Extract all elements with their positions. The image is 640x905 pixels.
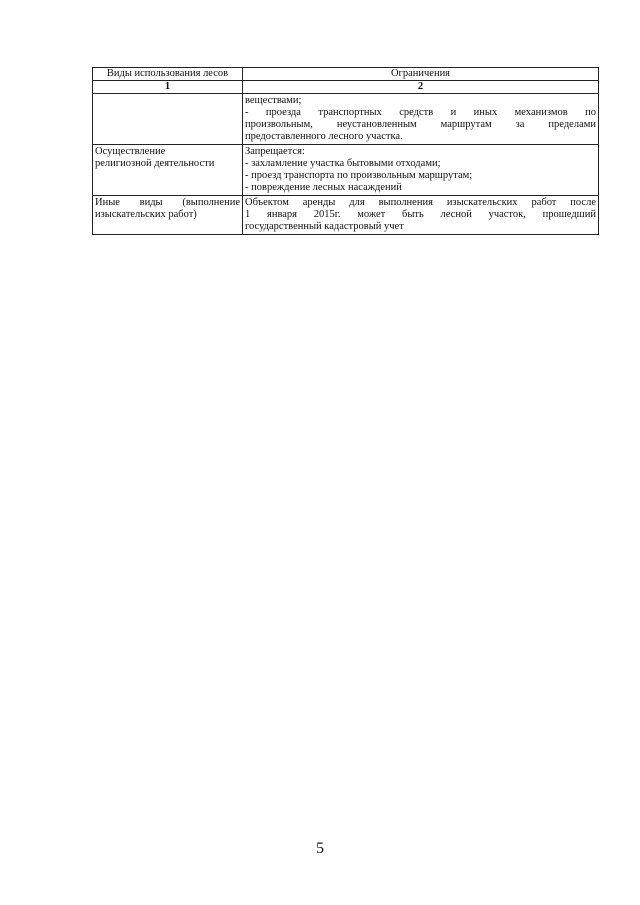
use-cell <box>93 94 243 145</box>
restrictions-cell <box>243 145 599 196</box>
text-line: Запрещается: <box>245 146 305 157</box>
header-forest-use: Виды использования лесов <box>93 68 243 81</box>
page-number: 5 <box>316 840 324 857</box>
text-line: - повреждение лесных насаждений <box>245 182 402 193</box>
column-number-row <box>93 81 599 94</box>
table-row <box>93 196 599 235</box>
text-line: государственный кадастровый учет <box>245 221 404 232</box>
text-line: религиозной деятельности <box>95 158 215 169</box>
table-row <box>93 94 599 145</box>
text-line: предоставленного лесного участка. <box>245 131 403 142</box>
text-line: произвольным, неустановленным маршрутам за пределами <box>245 119 596 130</box>
header-restrictions: Ограничения <box>243 68 599 81</box>
text-line: Иные виды (выполнение <box>95 197 240 208</box>
column-number-2: 2 <box>243 81 599 94</box>
column-number-1: 1 <box>93 81 243 94</box>
use-cell <box>93 196 243 235</box>
restrictions-cell <box>243 94 599 145</box>
table-header-row <box>93 68 599 81</box>
text-line: Осуществление <box>95 146 166 157</box>
text-line: - проезд транспорта по произвольным маршрутам; <box>245 170 473 181</box>
text-line: - захламление участка бытовыми отходами; <box>245 158 441 169</box>
text-line: - проезда транспортных средств и иных механизмов по <box>245 107 596 118</box>
table-row <box>93 145 599 196</box>
text-line: веществами; <box>245 95 302 106</box>
restrictions-table-container <box>92 67 598 235</box>
text-line: изыскательских работ) <box>95 209 197 220</box>
use-cell <box>93 145 243 196</box>
text-line: Объектом аренды для выполнения изыскательских работ после <box>245 197 596 208</box>
text-line: 1 января 2015г. может быть лесной участок, прошедший <box>245 209 596 220</box>
restrictions-cell <box>243 196 599 235</box>
restrictions-table <box>92 67 599 235</box>
